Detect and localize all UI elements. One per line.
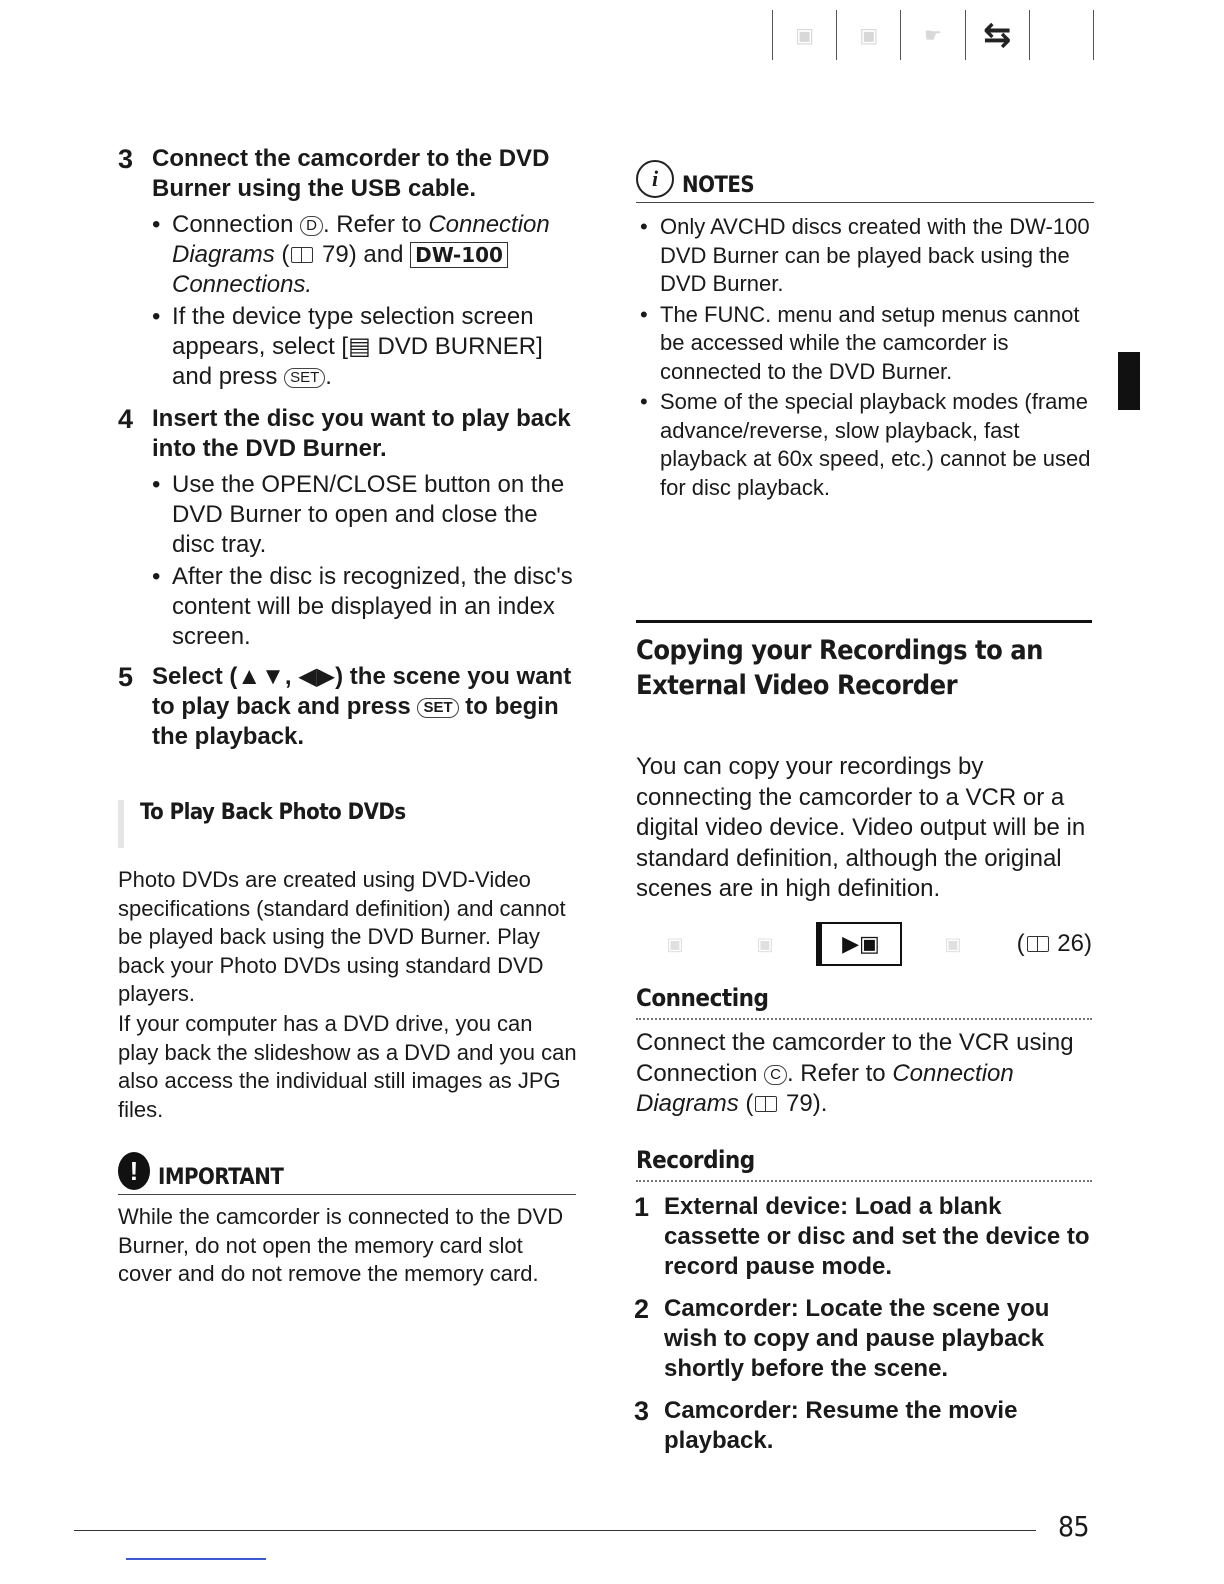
list-item: • Only AVCHD discs created with the DW-100 DVD Burner can be played back using the DVD Burner. (660, 213, 1094, 299)
transfer-icon: ⇆ (965, 10, 1029, 60)
list-item: • Connection D . Refer to Connection Diagrams ( 79) and DW-100 Connections. (172, 210, 578, 300)
list-item: • Some of the special playback modes (frame advance/reverse, slow playback, fast playback at 60x speed, etc.) cannot be used for disc playback. (660, 388, 1094, 502)
scan-mark (126, 1558, 266, 1560)
section-title: Copying your Recordings to an External Video Recorder (636, 635, 1043, 701)
info-icon: i (636, 160, 674, 198)
connecting-title: Connecting (636, 984, 1092, 1020)
important-label: IMPORTANT (158, 1165, 284, 1190)
notes-box (636, 160, 1094, 504)
set-button-icon: SET (417, 698, 458, 718)
step-title: Camcorder: Resume the movie playback. (664, 1397, 1018, 1454)
section (636, 620, 1092, 703)
chapter-tab (1118, 352, 1140, 410)
photo-mode-icon: ▣ (836, 10, 900, 60)
step-number: 3 (634, 1396, 650, 1426)
notes-label: NOTES (682, 173, 755, 198)
mode-indicators (636, 922, 1092, 966)
mode-ref: ( 26) (1016, 930, 1092, 957)
connection-c-icon: C (764, 1065, 787, 1085)
step-title: Insert the disc you want to play back into the DVD Burner. (152, 405, 571, 462)
step-number: 5 (118, 662, 134, 692)
arrow-keys-icon: ▲▼, ◀▶ (237, 663, 336, 690)
step-title: Connect the camcorder to the DVD Burner using the USB cable. (152, 145, 550, 202)
section-intro: You can copy your recordings by connecting the camcorder to a VCR or a digital video device. Video output will be in standard definition, although the original scenes are in high definition. (636, 753, 1086, 902)
page-number: 85 (1058, 1510, 1090, 1543)
subsection-title: To Play Back Photo DVDs (140, 800, 406, 825)
important-notice (118, 1152, 576, 1289)
important-icon: ! (118, 1152, 150, 1190)
connection-d-icon: D (300, 216, 323, 236)
connecting-text: Connect the camcorder to the VCR using Connection C . Refer to Connection Diagrams ( 79). (636, 1029, 1074, 1117)
step-number: 3 (118, 144, 134, 174)
step-title: Select (▲▼, ◀▶) the scene you want to play back and press SET to begin the playback. (152, 663, 572, 750)
book-ref-icon (755, 1096, 777, 1112)
recording-step-1 (634, 1192, 1090, 1282)
mode-icon-strip (772, 10, 1094, 60)
important-text: While the camcorder is connected to the DVD Burner, do not open the memory card slot cover and do not remove the memory card. (118, 1204, 564, 1287)
recording-step-3 (634, 1396, 1090, 1456)
recording-title: Recording (636, 1146, 1092, 1182)
step-3 (118, 144, 578, 394)
blank-icon (1029, 10, 1094, 60)
list-item: • If the device type selection screen appears, select [▤ DVD BURNER] and press SET . (172, 302, 578, 392)
paragraph: Photo DVDs are created using DVD-Video specifications (standard definition) and cannot be played back using the DVD Burner. Play back your Photo DVDs using standard DVD players. (118, 867, 566, 1007)
step-title: Camcorder: Locate the scene you wish to copy and pause playback shortly before the scene. (664, 1295, 1050, 1382)
subsection-marker (118, 800, 124, 848)
step-number: 1 (634, 1192, 650, 1222)
section-rule (636, 620, 1092, 623)
connecting-section (636, 984, 1092, 1120)
step-4 (118, 404, 578, 654)
dw100-badge: DW-100 (410, 242, 508, 268)
step-number: 2 (634, 1294, 650, 1324)
camera-mode-icon: ▣ (666, 933, 684, 954)
step-number: 4 (118, 404, 134, 434)
list-item: • After the disc is recognized, the disc's content will be displayed in an index screen. (172, 562, 578, 652)
photo-mode-icon: ▣ (756, 933, 774, 954)
book-ref-icon (291, 247, 313, 263)
recording-step-2 (634, 1294, 1090, 1384)
hand-icon: ☛ (900, 10, 964, 60)
step-5 (118, 662, 578, 752)
dvd-burner-icon: ▤ (348, 333, 378, 360)
book-ref-icon (1027, 936, 1049, 952)
paragraph: If your computer has a DVD drive, you can play back the slideshow as a DVD and you can also access the individual still images as JPG files. (118, 1011, 577, 1122)
list-item: • Use the OPEN/CLOSE button on the DVD Burner to open and close the disc tray. (172, 470, 578, 560)
photo-play-icon: ▣ (944, 933, 962, 954)
set-button-icon: SET (284, 368, 325, 388)
step-title: External device: Load a blank cassette or disc and set the device to record pause mode. (664, 1193, 1090, 1280)
footer-rule (74, 1530, 1036, 1531)
recording-section (636, 1146, 1092, 1182)
list-item: • The FUNC. menu and setup menus cannot be accessed while the camcorder is connected to the DVD Burner. (660, 301, 1094, 387)
playback-mode-icon: ▶▣ (816, 922, 902, 966)
camera-mode-icon: ▣ (772, 10, 836, 60)
